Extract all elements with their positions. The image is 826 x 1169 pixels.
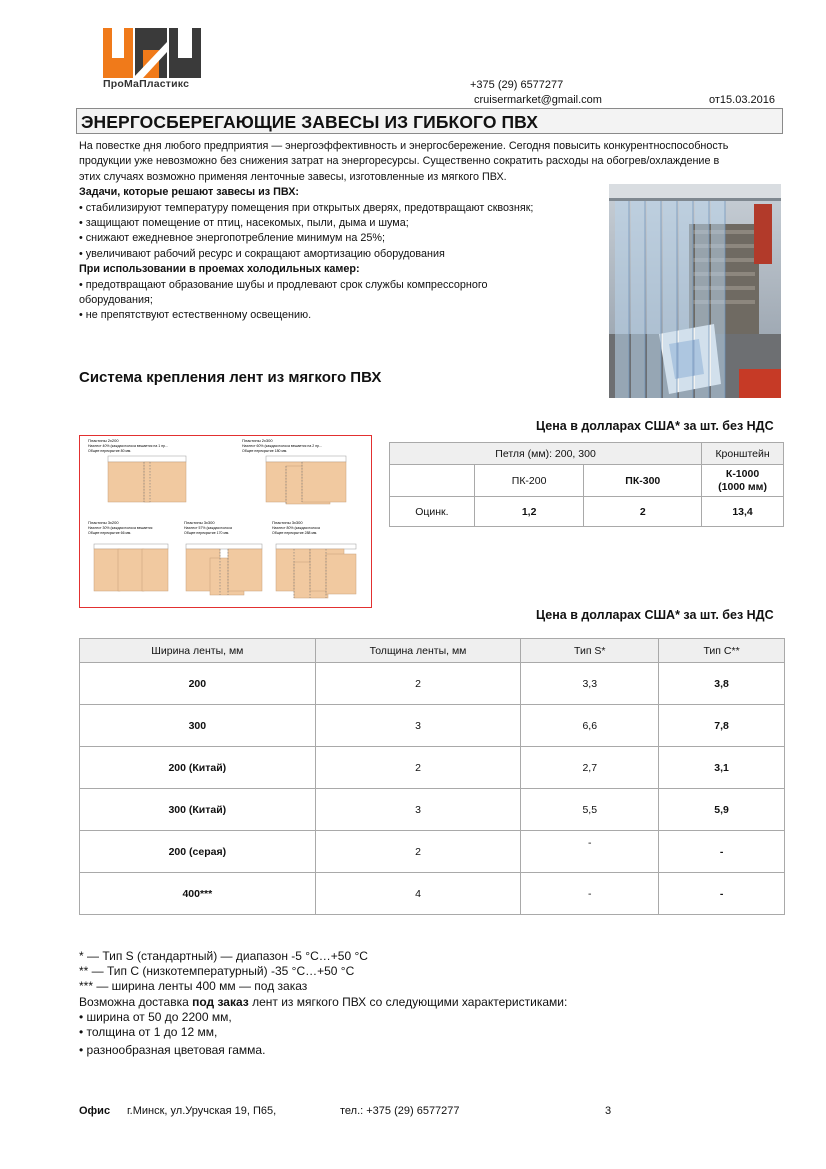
svg-text:Пластины 2х300: Пластины 2х300 xyxy=(242,438,273,443)
bracket-size: (1000 мм) xyxy=(718,480,767,493)
table-row xyxy=(80,873,785,915)
page-title-box xyxy=(76,108,783,134)
col-header-bracket xyxy=(702,465,784,497)
page-title: ЭНЕРГОСБЕРЕГАЮЩИЕ ЗАВЕСЫ ИЗ ГИБКОГО ПВХ xyxy=(81,112,539,132)
tasks-heading: Задачи, которые решают завесы из ПВХ: xyxy=(79,186,300,199)
logo-text: ПроМаПластикс xyxy=(103,78,190,90)
type-s-cell: - xyxy=(521,873,659,915)
table-row xyxy=(80,705,785,747)
task-item: • увеличивают рабочий ресурс и сокращают амортизацию оборудования xyxy=(79,247,445,260)
footer-phone: тел.: +375 (29) 6577277 xyxy=(340,1105,460,1117)
diagram-panel xyxy=(242,438,346,504)
task-item: • снижают ежедневное энергопотребление минимум на 25%; xyxy=(79,232,385,245)
type-c-cell: 7,8 xyxy=(659,705,785,747)
loop-header: Петля (мм): 200, 300 xyxy=(390,443,702,465)
cold-item: • предотвращают образование шубы и продлевают срок службы компрессорного xyxy=(79,278,488,291)
col-header-pk200: ПК-200 xyxy=(474,465,584,497)
task-item: • защищают помещение от птиц, насекомых, пыли, дыма и шума; xyxy=(79,217,409,230)
intro-line: На повестке дня любого предприятия — энергоэффективность и энергосбережение. Сегодня повысить конкурентноспособность xyxy=(79,140,729,152)
type-c-cell: - xyxy=(659,831,785,873)
type-c-cell: - xyxy=(659,873,785,915)
note-order-bold: под заказ xyxy=(192,994,249,1009)
header-date: от15.03.2016 xyxy=(709,94,775,106)
bracket-model: К-1000 xyxy=(725,467,760,480)
price-caption-strips: Цена в долларах США* за шт. без НДС xyxy=(536,608,774,622)
mount-price-table xyxy=(389,442,784,527)
mounting-diagram xyxy=(79,435,372,608)
diagram-panel xyxy=(272,520,356,598)
col-header-pk300: ПК-300 xyxy=(584,465,702,497)
cold-item: • не препятствуют естественному освещению. xyxy=(79,309,312,322)
price-cell: 13,4 xyxy=(702,497,784,527)
type-s-cell: 3,3 xyxy=(521,663,659,705)
thickness-cell: 2 xyxy=(315,747,521,789)
type-c-cell: 3,8 xyxy=(659,663,785,705)
thickness-cell: 3 xyxy=(315,705,521,747)
note-type-c: ** — Тип С (низкотемпературный) -35 °С…+50 °С xyxy=(79,964,355,979)
thickness-cell: 2 xyxy=(315,663,521,705)
col-header-type-c: Тип C** xyxy=(659,639,785,663)
header-email: cruisermarket@gmail.com xyxy=(474,94,602,106)
svg-text:Нахлест 40% (каждая полоса веш: Нахлест 40% (каждая полоса вешается на 1 пр... xyxy=(88,444,168,448)
svg-text:Пластины 2х200: Пластины 2х200 xyxy=(88,438,119,443)
note-width-range: • ширина от 50 до 2200 мм, xyxy=(79,1009,232,1024)
table-row xyxy=(80,663,785,705)
type-s-cell: 2,7 xyxy=(521,747,659,789)
company-logo xyxy=(103,28,201,90)
price-caption-mounts: Цена в долларах США* за шт. без НДС xyxy=(536,419,774,433)
note-type-s: * — Тип S (стандартный) — диапазон -5 °С…+50 °С xyxy=(79,949,368,963)
intro-line: продукции уже невозможно без снижения затрат на энергоресурсы. Существенно сократить расходы на обогрев/охлаждение в xyxy=(79,155,720,168)
svg-text:Нахлест 57% (каждая полоса: Нахлест 57% (каждая полоса xyxy=(184,526,232,530)
diagram-panel xyxy=(88,438,186,502)
svg-text:Общее перекрытие 66 мм.: Общее перекрытие 66 мм. xyxy=(88,531,132,535)
svg-text:Общее перекрытие 80 мм.: Общее перекрытие 80 мм. xyxy=(88,449,132,453)
thickness-cell: 4 xyxy=(315,873,521,915)
price-cell: 1,2 xyxy=(474,497,584,527)
svg-text:Пластины 3х200: Пластины 3х200 xyxy=(88,520,119,525)
intro-line: этих случаях возможно применяя ленточные завесы, изготовленные из мягкого ПВХ. xyxy=(79,170,507,183)
table-row xyxy=(80,831,785,873)
type-c-cell: 5,9 xyxy=(659,789,785,831)
col-header-width: Ширина ленты, мм xyxy=(80,639,316,663)
type-s-cell: 5,5 xyxy=(521,789,659,831)
task-item: • стабилизируют температуру помещения при открытых дверях, предотвращают сквозняк; xyxy=(79,201,534,214)
note-width-400: *** — ширина ленты 400 мм — под заказ xyxy=(79,979,308,994)
note-colors: • разнообразная цветовая гамма. xyxy=(79,1043,266,1058)
width-cell: 300 (Китай) xyxy=(80,789,316,831)
diagram-panel xyxy=(88,520,168,591)
note-order xyxy=(79,995,567,1010)
svg-text:Общее перекрытие 170 мм.: Общее перекрытие 170 мм. xyxy=(184,531,230,535)
thickness-cell: 2 xyxy=(315,831,521,873)
col-header-type-s: Тип S* xyxy=(521,639,659,663)
note-order-pre: Возможна доставка xyxy=(79,994,193,1009)
svg-text:Пластины 3х300: Пластины 3х300 xyxy=(272,520,303,525)
cold-heading: При использовании в проемах холодильных камер: xyxy=(79,263,360,276)
thickness-cell: 3 xyxy=(315,789,521,831)
width-cell: 200 (серая) xyxy=(80,831,316,873)
note-thickness-range: • толщина от 1 до 12 мм, xyxy=(79,1025,218,1040)
svg-text:Общее перекрытие 288 мм.: Общее перекрытие 288 мм. xyxy=(272,531,318,535)
svg-text:Нахлест 80% (каждая полоса: Нахлест 80% (каждая полоса xyxy=(272,526,320,530)
width-cell: 200 (Китай) xyxy=(80,747,316,789)
width-cell: 200 xyxy=(80,663,316,705)
footer-office-label: Офис xyxy=(79,1105,111,1117)
page-number: 3 xyxy=(605,1105,612,1117)
svg-text:Пластины 3х300: Пластины 3х300 xyxy=(184,520,215,525)
note-order-post: лент из мягкого ПВХ со следующими характеристиками: xyxy=(248,994,568,1009)
table-row xyxy=(390,497,784,527)
table-row xyxy=(80,747,785,789)
type-s-cell: - xyxy=(521,831,659,873)
header-phone: +375 (29) 6577277 xyxy=(470,79,564,91)
type-s-cell: 6,6 xyxy=(521,705,659,747)
price-cell: 2 xyxy=(584,497,702,527)
svg-text:Нахлест 60% (каждая полоса веш: Нахлест 60% (каждая полоса вешается на 2 пр... xyxy=(242,444,322,448)
strip-price-table xyxy=(79,638,785,915)
width-cell: 400*** xyxy=(80,873,316,915)
diagram-panel xyxy=(184,520,262,595)
footnotes xyxy=(79,949,567,1058)
section-title: Система крепления лент из мягкого ПВХ xyxy=(79,369,382,386)
table-row xyxy=(80,789,785,831)
svg-text:Нахлест 30% (каждая полоса веш: Нахлест 30% (каждая полоса вешается xyxy=(88,526,153,530)
logo-mark xyxy=(103,28,201,78)
table-cell xyxy=(390,465,475,497)
footer-address: г.Минск, ул.Уручская 19, П65, xyxy=(127,1105,277,1117)
col-header-thickness: Толщина ленты, мм xyxy=(315,639,521,663)
pvc-curtain-photo xyxy=(609,184,781,398)
row-label: Оцинк. xyxy=(390,497,475,527)
cold-item: оборудования; xyxy=(79,294,153,307)
svg-text:Общее перекрытие 180 мм.: Общее перекрытие 180 мм. xyxy=(242,449,288,453)
width-cell: 300 xyxy=(80,705,316,747)
type-c-cell: 3,1 xyxy=(659,747,785,789)
bracket-header: Кронштейн xyxy=(702,443,784,465)
